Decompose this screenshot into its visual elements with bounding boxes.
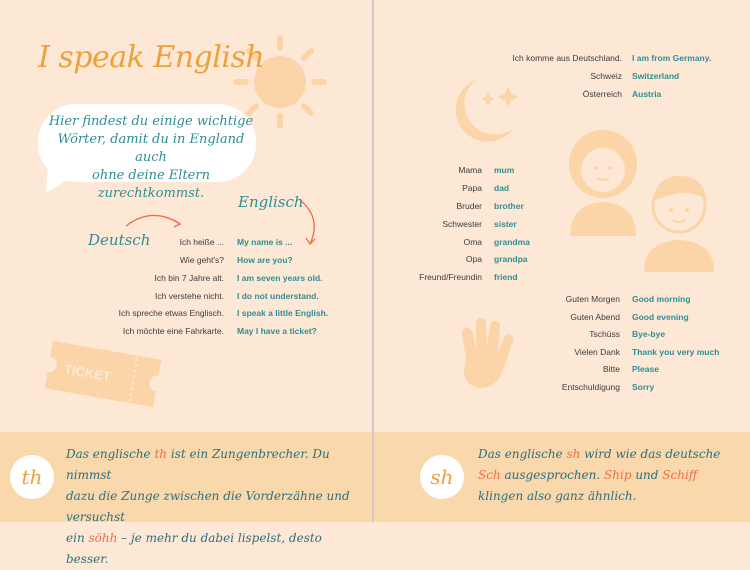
phrase-german: Tschüss (589, 329, 620, 339)
footer-tip-right (374, 432, 750, 522)
phrase-german: Schwester (442, 219, 482, 229)
girl-icon (560, 124, 646, 236)
phrase-german: Ich verstehe nicht. (155, 291, 224, 301)
phrase-english: Bye-bye (632, 329, 666, 339)
footer-line: Sch ausgesprochen. Ship und Schiff (478, 468, 698, 482)
phrase-english: Austria (632, 89, 662, 99)
waving-hand-icon (450, 314, 530, 394)
phrase-german: Opa (465, 254, 482, 264)
phrase-english: dad (494, 183, 510, 193)
footer-tip-left (0, 432, 372, 566)
page-title: I speak English (38, 40, 265, 75)
phrase-english: grandma (494, 237, 530, 247)
phrase-english: I am from Germany. (632, 53, 712, 63)
phrase-german: Vielen Dank (574, 347, 620, 357)
phrase-german: Ich spreche etwas Englisch. (118, 308, 224, 318)
footer-text (478, 444, 738, 507)
highlight: söhh (88, 531, 118, 545)
bubble-line: Wörter, damit du in England auch (57, 132, 245, 165)
phrase-german: Schweiz (590, 71, 622, 81)
footer-line: Das englische th ist ein Zungenbrecher. Du nimmst (66, 447, 330, 482)
phrase-german: Guten Abend (570, 312, 620, 322)
label-english: Englisch (238, 193, 304, 211)
highlight: Sch (478, 468, 501, 482)
phrase-german: Ich möchte eine Fahrkarte. (122, 326, 224, 336)
highlight: th (154, 447, 168, 461)
label-german: Deutsch (88, 231, 151, 249)
phrase-german: Oma (463, 237, 482, 247)
phrase-german: Freund/Freundin (419, 272, 482, 282)
footer-line: ein söhh – je mehr du dabei lispelst, desto besser. (66, 531, 322, 566)
phrase-english: brother (494, 201, 524, 211)
footer-line: Das englische sh wird wie das deutsche (478, 447, 721, 461)
phrase-english: Sorry (632, 382, 655, 392)
phrase-english: Switzerland (632, 71, 680, 81)
footer-line: dazu die Zunge zwischen die Vorderzähne und versuchst (66, 489, 350, 524)
ticket-icon (38, 336, 168, 412)
phrase-german: Papa (462, 183, 482, 193)
moon-icon (446, 70, 536, 150)
phrase-german: Entschuldigung (561, 382, 620, 392)
highlight: Schiff (662, 468, 698, 482)
phrase-german: Wie geht's? (179, 255, 224, 265)
phrase-german: Ich bin 7 Jahre alt. (154, 273, 224, 283)
phrase-german: Mama (458, 165, 482, 175)
boy-icon (636, 160, 722, 272)
highlight: Ship (604, 468, 632, 482)
phrase-english: I do not understand. (237, 291, 319, 301)
phrase-german: Ich komme aus Deutschland. (512, 53, 622, 63)
phrase-english: My name is ... (237, 237, 293, 247)
footer-text (66, 444, 368, 570)
phrase-english: sister (494, 219, 517, 229)
phrase-english: Good morning (632, 294, 691, 304)
phrase-english: How are you? (237, 255, 293, 265)
bubble-line: Hier findest du einige wichtige (48, 114, 254, 129)
footer-line: klingen also ganz ähnlich. (478, 489, 637, 503)
phrase-german: Bruder (456, 201, 482, 211)
arrow-icon (122, 208, 186, 230)
phrase-english: grandpa (494, 254, 528, 264)
phrase-english: I speak a little English. (237, 308, 329, 318)
phrase-english: mum (494, 165, 515, 175)
phrase-english: May I have a ticket? (237, 326, 317, 336)
speech-bubble-text (48, 113, 254, 203)
phrase-german: Bitte (602, 364, 620, 374)
bubble-line: ohne deine Eltern zurechtkommst. (92, 168, 210, 201)
ticket-text: TICKET (63, 361, 112, 385)
right-page (376, 0, 750, 432)
phrase-german: Ich heiße ... (179, 237, 224, 247)
phrase-english: I am seven years old. (237, 273, 323, 283)
phrase-german: Guten Morgen (565, 294, 620, 304)
sh-badge: sh (420, 455, 464, 499)
phrase-english: Thank you very much (632, 347, 720, 357)
phrase-german: Österreich (582, 89, 622, 99)
th-badge: th (10, 455, 54, 499)
phrase-english: Good evening (632, 312, 689, 322)
phrase-english: Please (632, 364, 659, 374)
left-page (0, 0, 372, 432)
highlight: sh (566, 447, 581, 461)
phrase-english: friend (494, 272, 518, 282)
